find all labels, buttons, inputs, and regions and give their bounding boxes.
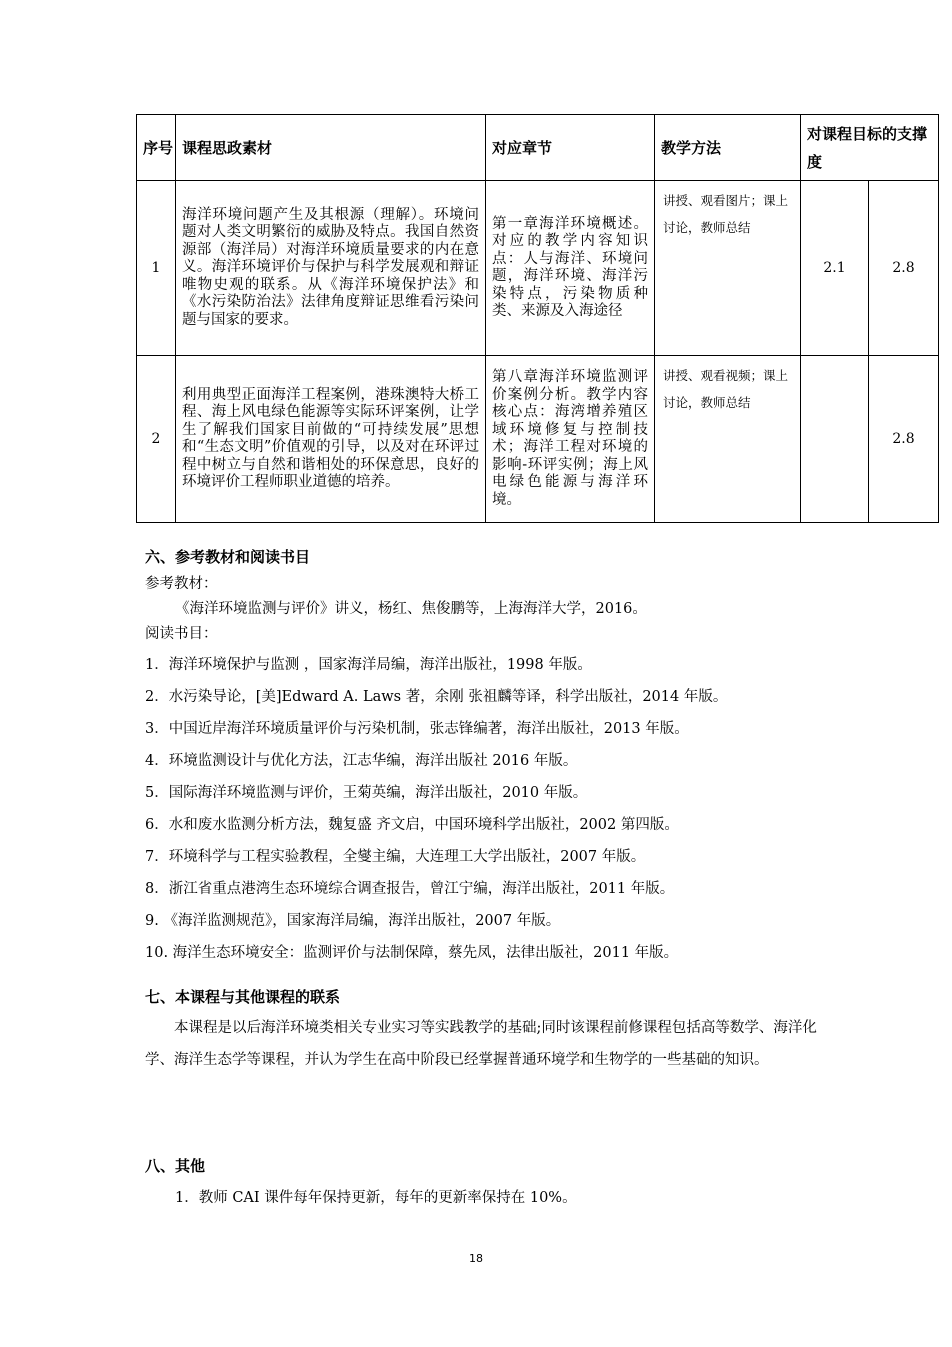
row-chapter: 第八章海洋环境监测评价案例分析。教学内容核心点：海湾增养殖区域环境修复与控制技术；海洋工程对环境的影响-环评实例；海上风电绿色能源与海洋环境。	[486, 356, 655, 523]
section-6-title: 六、参考教材和阅读书目	[145, 548, 311, 566]
book-item: 4．环境监测设计与优化方法，江志华编，海洋出版社 2016 年版。	[145, 753, 578, 769]
row-chapter: 第一章海洋环境概述。对应的教学内容知识点：人与海洋、环境问题，海洋环境、海洋污染特点，污染物质种类、来源及入海途径	[486, 181, 655, 356]
book-item: 10. 海洋生态环境安全：监测评价与法制保障，蔡先凤，法律出版社，2011 年版。	[145, 945, 679, 961]
row-method: 讲授、观看视频；课上讨论，教师总结	[655, 356, 801, 523]
section-8-title: 八、其他	[145, 1157, 206, 1175]
header-method: 教学方法	[655, 115, 801, 181]
book-item: 1．海洋环境保护与监测 ，国家海洋局编，海洋出版社，1998 年版。	[145, 657, 592, 673]
book-item: 9. 《海洋监测规范》，国家海洋局编，海洋出版社，2007 年版。	[145, 913, 561, 929]
book-item: 5．国际海洋环境监测与评价，王菊英编，海洋出版社，2010 年版。	[145, 785, 588, 801]
ideological-material-table	[136, 114, 939, 523]
row-support-b: 2.8	[869, 356, 939, 523]
section-7-title: 七、本课程与其他课程的联系	[145, 988, 341, 1006]
reading-label: 阅读书目：	[145, 626, 218, 642]
table-header-row	[137, 115, 939, 181]
header-seq: 序号	[137, 115, 176, 181]
header-chapter: 对应章节	[486, 115, 655, 181]
row-seq: 2	[137, 356, 176, 523]
row-material: 海洋环境问题产生及其根源（理解）。环境问题对人类文明繁衍的威胁及特点。我国自然资源部（海洋局）对海洋环境质量要求的内在意义。海洋环境评价与保护与科学发展观和辩证唯物史观的联系。从《海洋环境保护法》和《水污染防治法》法律角度辩证思维看污染问题与国家的要求。	[176, 181, 486, 356]
book-item: 6．水和废水监测分析方法，魏复盛 齐文启，中国环境科学出版社，2002 第四版。	[145, 817, 679, 833]
book-item: 8．浙江省重点港湾生态环境综合调查报告，曾江宁编，海洋出版社，2011 年版。	[145, 881, 675, 897]
row-support-a	[801, 356, 869, 523]
table-row	[137, 356, 939, 523]
header-support: 对课程目标的支撑度	[801, 115, 939, 181]
book-item: 3．中国近岸海洋环境质量评价与污染机制，张志锋编著，海洋出版社，2013 年版。	[145, 721, 689, 737]
row-support-b: 2.8	[869, 181, 939, 356]
row-support-a: 2.1	[801, 181, 869, 356]
page-number: 18	[469, 1252, 483, 1265]
row-method: 讲授、观看图片；课上讨论，教师总结	[655, 181, 801, 356]
row-seq: 1	[137, 181, 176, 356]
section-8-item: 1．教师 CAI 课件每年保持更新，每年的更新率保持在 10%。	[175, 1190, 577, 1206]
header-material: 课程思政素材	[176, 115, 486, 181]
book-item: 7．环境科学与工程实验教程，全燮主编，大连理工大学出版社，2007 年版。	[145, 849, 646, 865]
table-row	[137, 181, 939, 356]
textbook-entry: 《海洋环境监测与评价》讲义，杨红、焦俊鹏等，上海海洋大学，2016。	[175, 601, 647, 617]
textbook-label: 参考教材：	[145, 576, 218, 592]
book-item: 2．水污染导论，[美]Edward A. Laws 著，余刚 张祖麟等译，科学出版社，2014 年版。	[145, 689, 728, 705]
section-7-body: 本课程是以后海洋环境类相关专业实习等实践教学的基础;同时该课程前修课程包括高等数学、海洋化学、海洋生态学等课程，并认为学生在高中阶段已经掌握普通环境学和生物学的一些基础的知识。	[145, 1020, 817, 1068]
row-material: 利用典型正面海洋工程案例，港珠澳特大桥工程、海上风电绿色能源等实际环评案例，让学生了解我们国家目前做的“可持续发展”思想和“生态文明”价值观的引导，以及对在环评过程中树立与自然和谐相处的环保意思，良好的环境评价工程师职业道德的培养。	[176, 356, 486, 523]
